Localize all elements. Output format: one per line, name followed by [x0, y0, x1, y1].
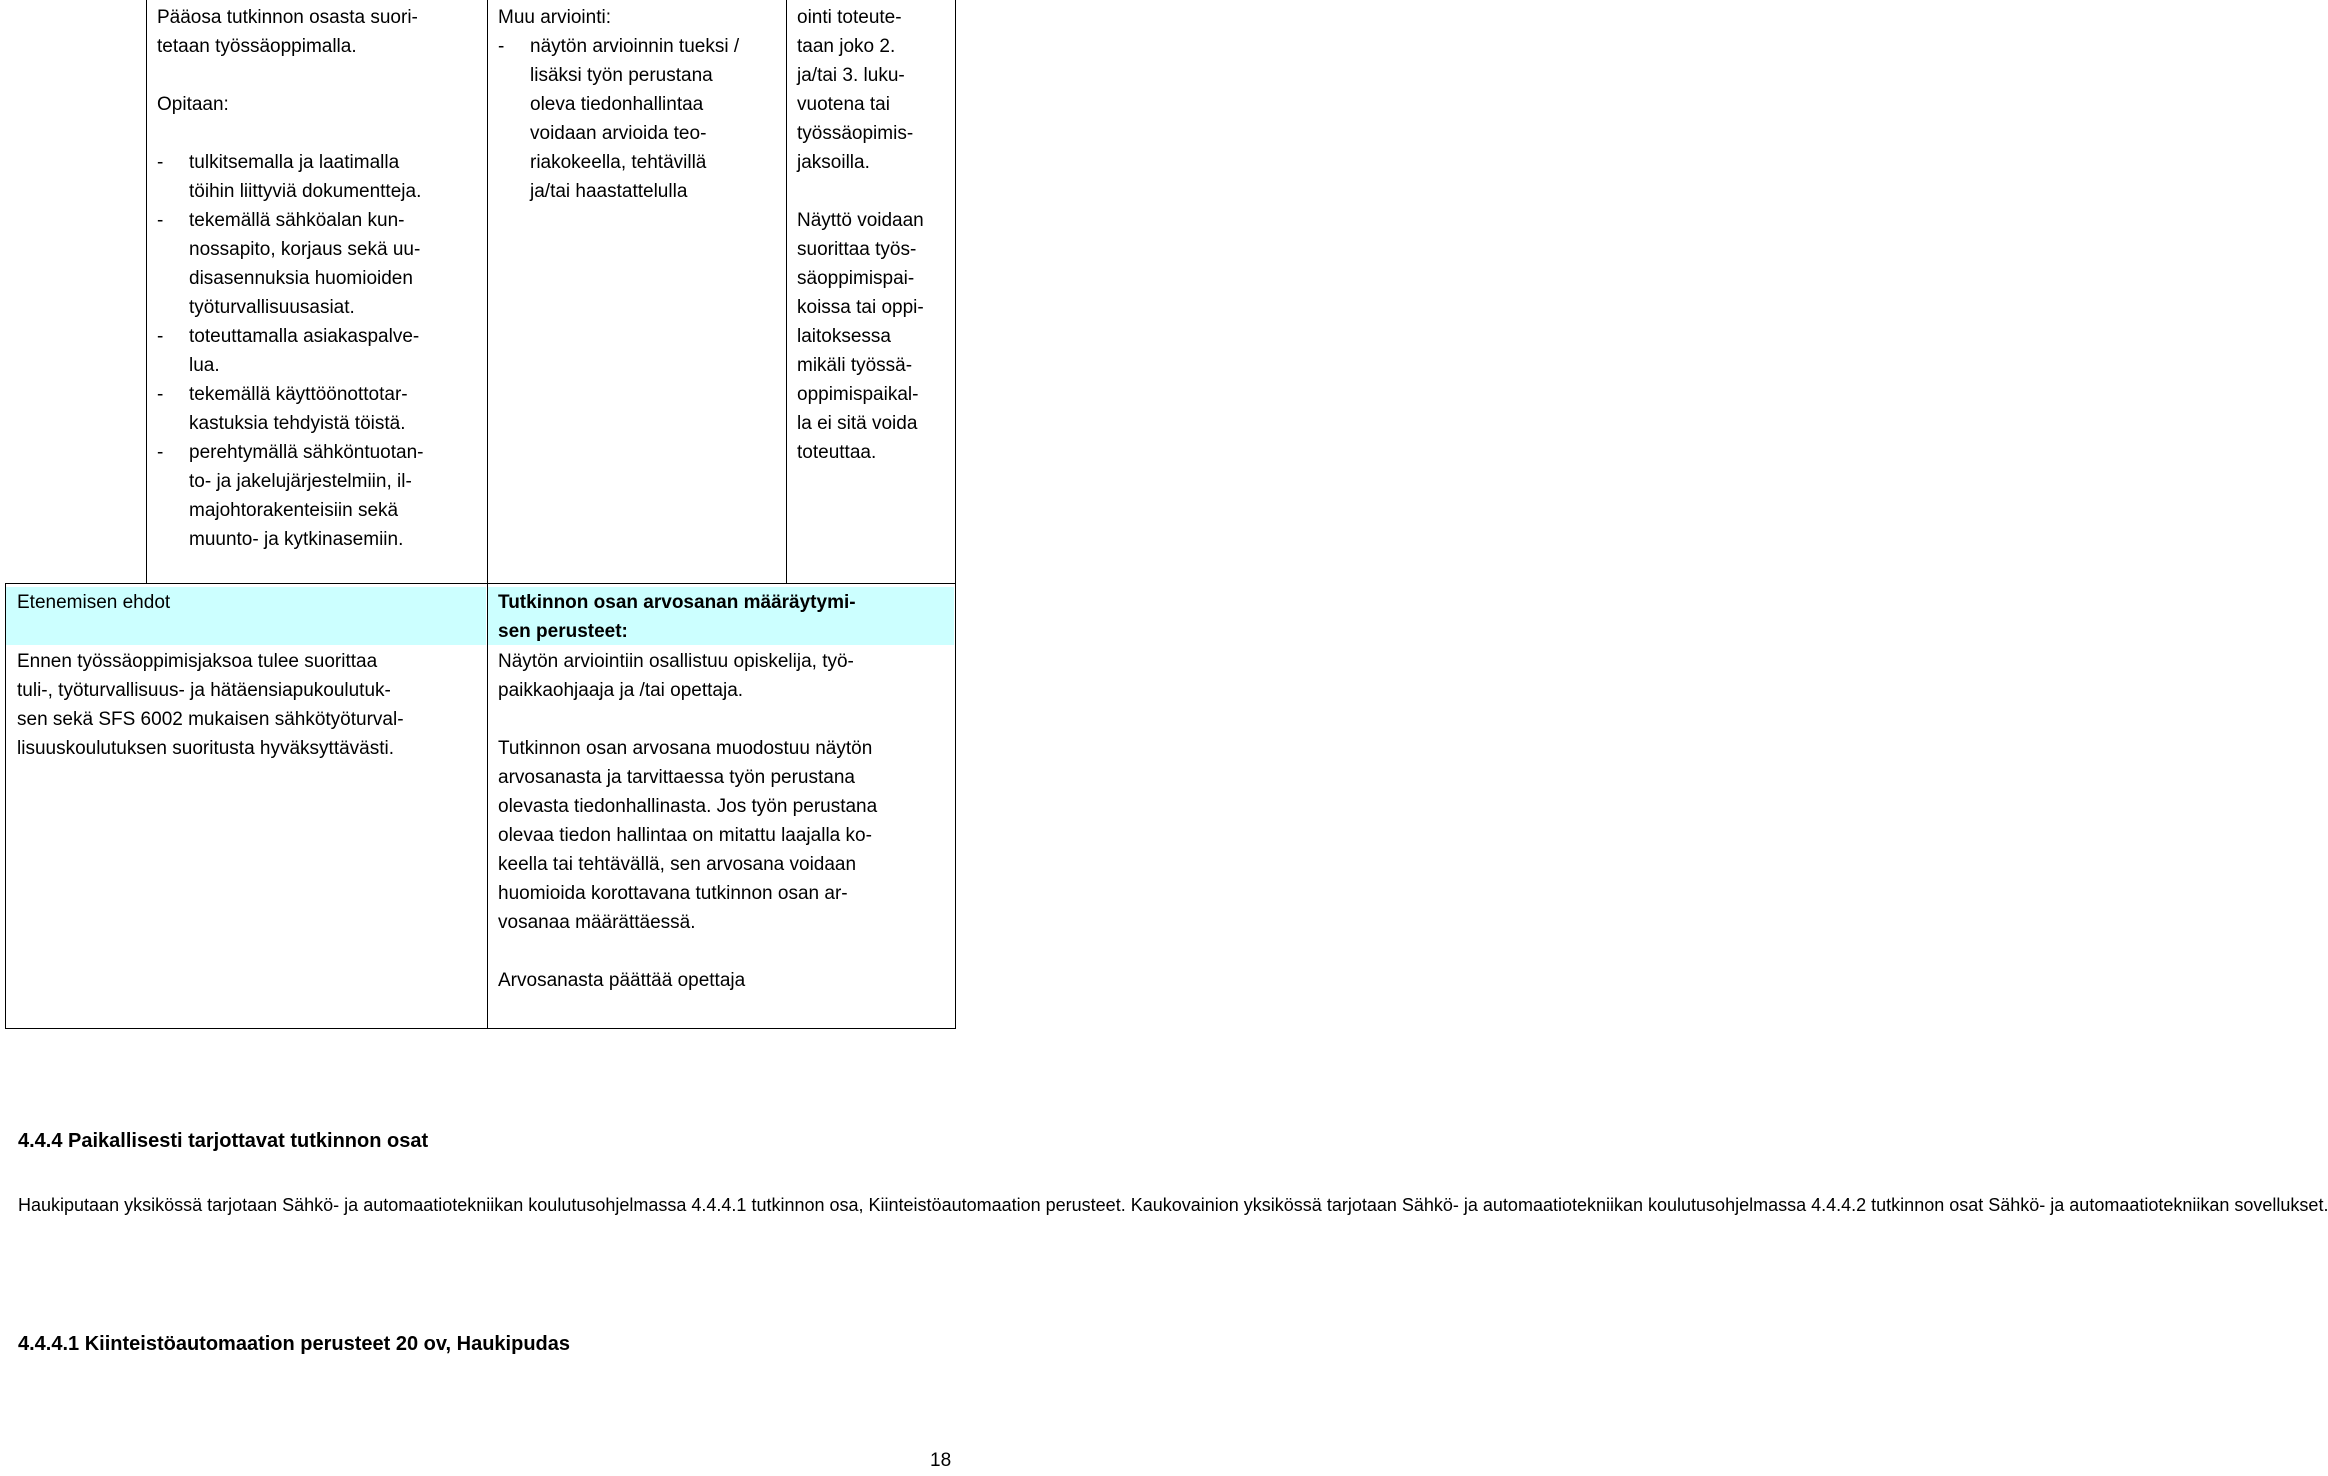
col3-left-border — [786, 0, 787, 583]
list-item: - tekemällä sähköalan kun- nossapito, korjaus sekä uu- disasennuksia huomioiden työturvallisuusasiat. — [157, 210, 421, 318]
intro-line: tetaan työssäoppimalla. — [157, 36, 357, 57]
opitaan-label: Opitaan: — [157, 94, 229, 115]
list-item: - tulkitsemalla ja laatimalla töihin liittyviä dokumentteja. — [157, 152, 422, 202]
list-item: - perehtymällä sähköntuotan- to- ja jakelujärjestelmiin, il- majohtorakenteisiin sekä muunto- ja kytkinasemiin. — [157, 442, 424, 550]
col2-text — [498, 3, 739, 206]
row-divider — [5, 583, 955, 584]
col1-left-border — [146, 0, 147, 583]
arvosana-header: Tutkinnon osan arvosanan määräytymi- sen perusteet: — [498, 592, 856, 642]
table-left-border — [5, 583, 6, 1029]
muu-arviointi-title: Muu arviointi: — [498, 7, 611, 28]
table-bottom-border — [5, 1028, 956, 1029]
page-number: 18 — [930, 1450, 952, 1471]
section-heading: 4.4.4 Paikallisesti tarjottavat tutkinnon osat — [18, 1130, 429, 1152]
etenemisen-body: Ennen työssäoppimisjaksoa tulee suorittaa tuli-, työturvallisuus- ja hätäensiapukoulutuk- sen sekä SFS 6002 mukaisen sähkötyöturval- lisuuskoulutuksen suoritusta hyväksyttävästi. — [17, 651, 404, 759]
list-item: - tekemällä käyttöönottotar- kastuksia tehdyistä töistä. — [157, 384, 408, 434]
intro-line: Pääosa tutkinnon osasta suori- — [157, 7, 418, 28]
list-item: - näytön arvioinnin tueksi / lisäksi työn perustana oleva tiedonhallintaa voidaan arvioida teo- riakokeella, tehtävillä ja/tai haastattelulla — [498, 36, 740, 202]
etenemisen-header: Etenemisen ehdot — [17, 592, 171, 613]
list-item: - toteuttamalla asiakaspalve- lua. — [157, 326, 420, 376]
col1-text — [157, 3, 423, 554]
section-paragraphs: Haukiputaan yksikössä tarjotaan Sähkö- ja automaatiotekniikan koulutusohjelmassa 4.4.4.1 tutkinnon osa, Kiinteistöautomaation perusteet. Kaukovainion yksikössä tarjotaan Sähkö- ja automaatiotekniikan koulutusohjelmassa 4.4.4.2 tutkinnon osat Sähkö- ja automaatiotekniikan sovellukset. — [18, 1195, 2328, 1215]
table-right-border — [955, 0, 956, 1029]
col2-left-border — [487, 0, 488, 1029]
subheading: 4.4.4.1 Kiinteistöautomaation perusteet 20 ov, Haukipudas — [18, 1333, 571, 1355]
arvosana-body: Näytön arviointiin osallistuu opiskelija, työ- paikkaohjaaja ja /tai opettaja. Tutkinnon osan arvosana muodostuu näytön arvosanasta ja tarvittaessa työn perustana olevasta tiedonhallinasta. Jos työn perustana olevaa tiedon hallintaa on mitattu laajalla ko- keella tai tehtävällä, sen arvosana voidaan huomioida korottavana tutkinnon osan ar- vosanaa määrättäessä. Arvosanasta päättää opettaja — [498, 651, 878, 991]
col3-text: ointi toteute- taan joko 2. ja/tai 3. luku- vuotena tai työssäopimis- jaksoilla. Näyttö voidaan suorittaa työs- säoppimispai- koissa tai oppi- laitoksessa mikäli työssä- oppimispaikal- la ei sitä voida toteuttaa. — [797, 7, 924, 463]
